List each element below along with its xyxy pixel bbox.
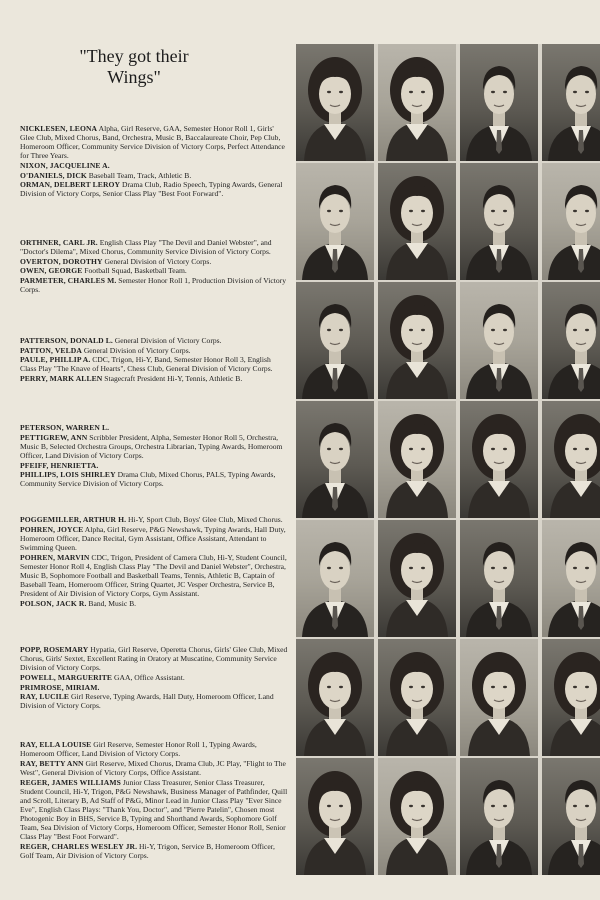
student-portrait <box>460 282 538 399</box>
student-activities: Hypatia, Girl Reserve, Operetta Chorus, Girls' Glee Club, Mixed Chorus, Girls' Sextet, Excellent Rating in Oratory at Muscatine, Community Service Division of Victory Corps. <box>20 645 288 673</box>
student-entry <box>20 266 288 275</box>
listing-group <box>20 124 288 199</box>
portrait-boy <box>542 163 600 280</box>
student-entry <box>20 171 288 180</box>
student-portrait <box>460 163 538 280</box>
student-activities: Stagecraft President Hi-Y, Tennis, Athletic B. <box>102 374 243 384</box>
portrait-boy <box>296 163 374 280</box>
portrait-girl <box>378 758 456 875</box>
student-activities: English Class Play "The Devil and Daniel Webster", and "Doctor's Dilema", Mixed Chorus, Community Service Division of Victory Corps. <box>20 238 272 257</box>
student-name: POLSON, JACK R. <box>20 598 87 608</box>
student-portrait <box>542 758 600 875</box>
senior-listings <box>20 0 288 900</box>
portrait-girl <box>378 639 456 756</box>
student-portrait <box>296 163 374 280</box>
student-portrait <box>542 639 600 756</box>
student-entry <box>20 692 288 710</box>
portrait-boy <box>296 401 374 518</box>
student-entry <box>20 645 288 672</box>
student-name: PRIMROSE, MIRIAM. <box>20 682 100 692</box>
student-portrait <box>460 401 538 518</box>
student-name: POWELL, MARGUERITE <box>20 672 113 682</box>
portrait-girl <box>378 520 456 637</box>
student-entry <box>20 673 288 682</box>
portrait-girl <box>378 401 456 518</box>
student-name: REGER, JAMES WILLIAMS <box>20 777 121 787</box>
portrait-boy <box>542 44 600 161</box>
student-portrait <box>296 282 374 399</box>
student-entry <box>20 180 288 198</box>
student-entry <box>20 374 288 383</box>
student-entry <box>20 461 288 470</box>
student-name: PETERSON, WARREN L. <box>20 423 110 432</box>
student-activities: Junior Class Treasurer, Senior Class Treasurer, Student Council, Hi-Y, Trigon, P&G Newshawk, Business Manager of Pathfinder, Quill and Scroll, Literary B, Ad Staff of P&G, Minor Lead in Junior Class Play "Ever Since Eve", English Class Plays: "Thank You, Doctor", and "Pierre Patelin", Chosen most Photogenic Boy in BHS, Service B, Typing and Shorthand Awards, Sophomore Golf Team, Sea Division of Victory Corps, Homeroom Officer, Semester Honor Roll, Senior Class Play "Best Foot Forward". <box>20 777 288 842</box>
portrait-boy <box>460 758 538 875</box>
student-name: PATTON, VELDA <box>20 345 82 355</box>
student-portrait <box>542 520 600 637</box>
student-portrait <box>296 639 374 756</box>
listing-group <box>20 740 288 861</box>
portrait-girl <box>378 44 456 161</box>
student-name: REGER, CHARLES WESLEY JR. <box>20 841 138 851</box>
student-name: RAY, ELLA LOUISE <box>20 740 92 749</box>
portrait-boy <box>460 44 538 161</box>
student-activities: General Division of Victory Corps. <box>112 336 222 345</box>
portrait-boy <box>296 282 374 399</box>
student-entry <box>20 759 288 777</box>
student-activities: CDC, Trigon, Hi-Y, Band, Semester Honor Roll 3, English Class Play "The Knave of Hearts", Chess Club, General Division of Victory Corps. <box>20 355 273 374</box>
portrait-boy <box>542 758 600 875</box>
listing-group <box>20 336 288 384</box>
portrait-row <box>296 282 600 399</box>
student-name: ORMAN, DELBERT LEROY <box>20 180 121 190</box>
student-activities: Baseball Team, Track, Athletic B. <box>86 170 192 180</box>
student-name: OVERTON, DOROTHY <box>20 256 103 266</box>
portrait-boy <box>460 282 538 399</box>
student-portrait <box>296 758 374 875</box>
student-activities: Alpha, Girl Reserve, P&G Newshawk, Typing Awards, Hall Duty, Homeroom Officer, Dance Recital, Gym Assistant, Office Assistant, Attendant to Swimming Queen. <box>20 524 286 552</box>
student-activities: Semester Honor Roll 1, Production Division of Victory Corps. <box>20 276 286 295</box>
student-entry <box>20 336 288 345</box>
student-activities: Football Squad, Basketball Team. <box>82 266 187 276</box>
student-portrait <box>460 758 538 875</box>
student-name: ORTHNER, CARL JR. <box>20 238 98 247</box>
student-activities: Hi-Y, Sport Club, Boys' Glee Club, Mixed Chorus. <box>126 515 283 524</box>
student-portrait <box>296 520 374 637</box>
student-entry <box>20 740 288 758</box>
student-entry <box>20 778 288 842</box>
student-portrait <box>378 758 456 875</box>
student-activities: Band, Music B. <box>86 598 137 608</box>
student-activities: CDC, Trigon, President of Camera Club, Hi-Y, Student Council, Semester Honor Roll 4, English Class Play "The Devil and Daniel Webster", Orchestra, Music B, Sophomore Football and Basketball Teams, Tennis, Athletic B, Captain of Baseball Team, Homeroom Officer, String Quartet, JC Vesper Orchestra, Service B, President of Air Division of Victory Corps, Gym Assistant. <box>20 552 287 598</box>
student-portrait <box>378 639 456 756</box>
student-entry <box>20 842 288 860</box>
portrait-grid <box>296 44 600 875</box>
student-name: PARMETER, CHARLES M. <box>20 276 117 286</box>
student-activities: Drama Club, Radio Speech, Typing Awards, General Division of Victory Corps, Senior Class Play "Best Foot Forward". <box>20 180 283 199</box>
student-name: PERRY, MARK ALLEN <box>20 374 103 384</box>
portrait-row <box>296 401 600 518</box>
student-activities: Girl Reserve, Mixed Chorus, Drama Club, JC Play, "Flight to The West", General Division of Victory Corps, Office Assistant. <box>20 758 286 777</box>
portrait-girl <box>296 44 374 161</box>
student-name: POHREN, MARVIN <box>20 552 90 562</box>
portrait-row <box>296 639 600 756</box>
student-activities: Girl Reserve, Semester Honor Roll 1, Typing Awards, Homeroom Officer, Land Division of Victory Corps. <box>20 740 257 759</box>
student-entry <box>20 553 288 598</box>
student-entry <box>20 238 288 256</box>
student-portrait <box>296 44 374 161</box>
student-portrait <box>296 401 374 518</box>
student-portrait <box>542 401 600 518</box>
student-portrait <box>542 44 600 161</box>
portrait-boy <box>460 163 538 280</box>
portrait-girl <box>378 282 456 399</box>
student-activities: Hi-Y, Trigon, Service B, Homeroom Officer, Golf Team, Air Division of Victory Corps. <box>20 841 275 860</box>
student-activities: Scribbler President, Alpha, Semester Honor Roll 5, Orchestra, Music B, Selected Orchestra Groups, Orchestra Librarian, Typing Awards, Homeroom Officer, Land Division of Victory Corps. <box>20 432 283 460</box>
portrait-row <box>296 163 600 280</box>
student-entry <box>20 525 288 552</box>
portrait-girl <box>296 758 374 875</box>
portrait-boy <box>460 520 538 637</box>
student-name: PAULE, PHILLIP A. <box>20 355 91 365</box>
student-portrait <box>460 520 538 637</box>
student-activities: Alpha, Girl Reserve, GAA, Semester Honor Roll 1, Girls' Glee Club, Mixed Chorus, Band, Orchestra, Music B, Baccalaureate Choir, Pep Club, Homeroom Officer, Community Service Division of Victory Corps, Perfect Attendance for Three Years. <box>20 124 285 161</box>
student-name: RAY, BETTY ANN <box>20 758 84 768</box>
student-activities: Girl Reserve, Typing Awards, Hall Duty, Homeroom Officer, Land Division of Victory Corps. <box>20 692 274 711</box>
listing-group <box>20 238 288 295</box>
student-name: RAY, LUCILE <box>20 692 70 702</box>
student-name: NICKLESEN, LEONA <box>20 124 98 133</box>
student-portrait <box>460 44 538 161</box>
student-activities: Drama Club, Mixed Chorus, PALS, Typing Awards, Community Service Division of Victory Corps. <box>20 470 276 489</box>
student-name: PHILLIPS, LOIS SHIRLEY <box>20 470 116 480</box>
student-portrait <box>378 520 456 637</box>
heading-line-1: "They got their <box>79 46 189 66</box>
student-portrait <box>542 163 600 280</box>
listing-group <box>20 645 288 711</box>
student-activities: GAA, Office Assistant. <box>112 672 185 682</box>
student-name: PFEIFF, HENRIETTA. <box>20 460 99 470</box>
portrait-boy <box>296 520 374 637</box>
student-entry <box>20 257 288 266</box>
student-activities: General Division of Victory Corps. <box>102 256 212 266</box>
student-name: PATTERSON, DONALD L. <box>20 336 113 345</box>
student-portrait <box>378 401 456 518</box>
listing-group <box>20 423 288 489</box>
portrait-girl <box>542 639 600 756</box>
student-name: OWEN, GEORGE <box>20 266 83 276</box>
student-name: NIXON, JACQUELINE A. <box>20 160 110 170</box>
portrait-girl <box>460 639 538 756</box>
student-name: POGGEMILLER, ARTHUR H. <box>20 515 127 524</box>
student-entry <box>20 355 288 373</box>
listing-group <box>20 515 288 608</box>
portrait-row <box>296 520 600 637</box>
student-portrait <box>460 639 538 756</box>
student-entry <box>20 433 288 460</box>
student-portrait <box>378 282 456 399</box>
student-name: PETTIGREW, ANN <box>20 432 88 442</box>
student-entry <box>20 599 288 608</box>
student-name: O'DANIELS, DICK <box>20 170 87 180</box>
portrait-girl <box>296 639 374 756</box>
student-portrait <box>378 44 456 161</box>
student-entry <box>20 423 288 432</box>
student-entry <box>20 346 288 355</box>
heading-line-2: Wings" <box>107 67 161 87</box>
student-entry <box>20 683 288 692</box>
student-activities: General Division of Victory Corps. <box>81 345 191 355</box>
portrait-row <box>296 44 600 161</box>
student-name: POPP, ROSEMARY <box>20 645 89 654</box>
student-name: POHREN, JOYCE <box>20 524 84 534</box>
student-entry <box>20 470 288 488</box>
student-portrait <box>378 163 456 280</box>
student-entry <box>20 515 288 524</box>
portrait-girl <box>378 163 456 280</box>
portrait-girl <box>460 401 538 518</box>
student-entry <box>20 161 288 170</box>
portrait-girl <box>542 401 600 518</box>
portrait-boy <box>542 520 600 637</box>
student-entry <box>20 276 288 294</box>
student-portrait <box>542 282 600 399</box>
student-entry <box>20 124 288 160</box>
portrait-row <box>296 758 600 875</box>
portrait-boy <box>542 282 600 399</box>
